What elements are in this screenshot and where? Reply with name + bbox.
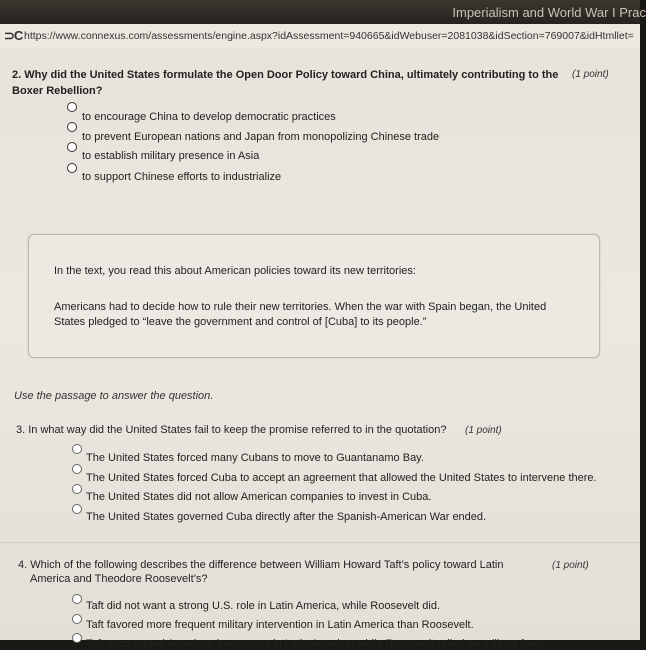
question-4-text-line2: America and Theodore Roosevelt’s? [30, 573, 208, 585]
q2-option-1-label[interactable]: to encourage China to develop democratic practices [82, 111, 336, 123]
question-3-points: (1 point) [465, 425, 502, 436]
question-2-text-line1: 2. Why did the United States formulate the Open Door Policy toward China, ultimately contributing to the [12, 69, 559, 81]
q3-option-4-radio[interactable] [72, 504, 82, 514]
q4-option-2-label[interactable]: Taft favored more frequent military intervention in Latin America than Roosevelt. [86, 619, 474, 631]
use-passage-instruction: Use the passage to answer the question. [14, 390, 214, 402]
q4-option-1-label[interactable]: Taft did not want a strong U.S. role in Latin America, while Roosevelt did. [86, 600, 441, 612]
q4-option-3-label[interactable]: Taft encouraged American investment in Latin America, while Roosevelt relied on military force. [86, 638, 549, 650]
q2-option-2-label[interactable]: to prevent European nations and Japan from monopolizing Chinese trade [82, 131, 440, 143]
window-title: Imperialism and World War I Prac [452, 5, 646, 20]
q2-option-4-radio[interactable] [67, 163, 77, 173]
q3-option-4-label[interactable]: The United States governed Cuba directly after the Spanish-American War ended. [86, 511, 487, 523]
q4-option-2-radio[interactable] [72, 614, 82, 624]
passage-intro: In the text, you read this about American policies toward its new territories: [54, 265, 416, 277]
question-2-points: (1 point) [572, 69, 609, 80]
q4-option-1-radio[interactable] [72, 594, 82, 604]
question-2-text-line2: Boxer Rebellion? [12, 85, 103, 97]
q3-option-3-radio[interactable] [72, 484, 82, 494]
q3-option-2-radio[interactable] [72, 464, 82, 474]
q3-option-3-label[interactable]: The United States did not allow American companies to invest in Cuba. [86, 491, 432, 503]
passage-box [28, 234, 600, 358]
q2-option-1-radio[interactable] [67, 102, 77, 112]
q2-option-3-radio[interactable] [67, 142, 77, 152]
window-titlebar [0, 0, 646, 24]
question-4-points: (1 point) [552, 560, 589, 571]
address-bar[interactable] [0, 24, 640, 49]
q2-option-3-label[interactable]: to establish military presence in Asia [82, 150, 260, 162]
section-divider [0, 542, 640, 543]
q3-option-1-label[interactable]: The United States forced many Cubans to move to Guantanamo Bay. [86, 452, 424, 464]
assessment-page [0, 48, 640, 650]
site-logo-icon: ⊃C [4, 28, 23, 43]
q4-option-3-radio[interactable] [72, 633, 82, 643]
passage-quote: Americans had to decide how to rule their new territories. When the war with Spain began, the United States pledged to “leave the government and control of [Cuba] to its people.” [54, 301, 547, 328]
question-4-text-line1: 4. Which of the following describes the difference between William Howard Taft’s policy toward Latin [18, 559, 504, 571]
q2-option-4-label[interactable]: to support Chinese efforts to industrialize [82, 171, 282, 183]
q2-option-2-radio[interactable] [67, 122, 77, 132]
question-3-text: 3. In what way did the United States fail to keep the promise referred to in the quotation? [16, 424, 447, 436]
q3-option-2-label[interactable]: The United States forced Cuba to accept an agreement that allowed the United States to intervene there. [86, 472, 597, 484]
url-text[interactable]: https://www.connexus.com/assessments/engine.aspx?idAssessment=940665&idWebuser=2081038&idSection=769007&idHtmllet= [24, 30, 634, 42]
q3-option-1-radio[interactable] [72, 444, 82, 454]
